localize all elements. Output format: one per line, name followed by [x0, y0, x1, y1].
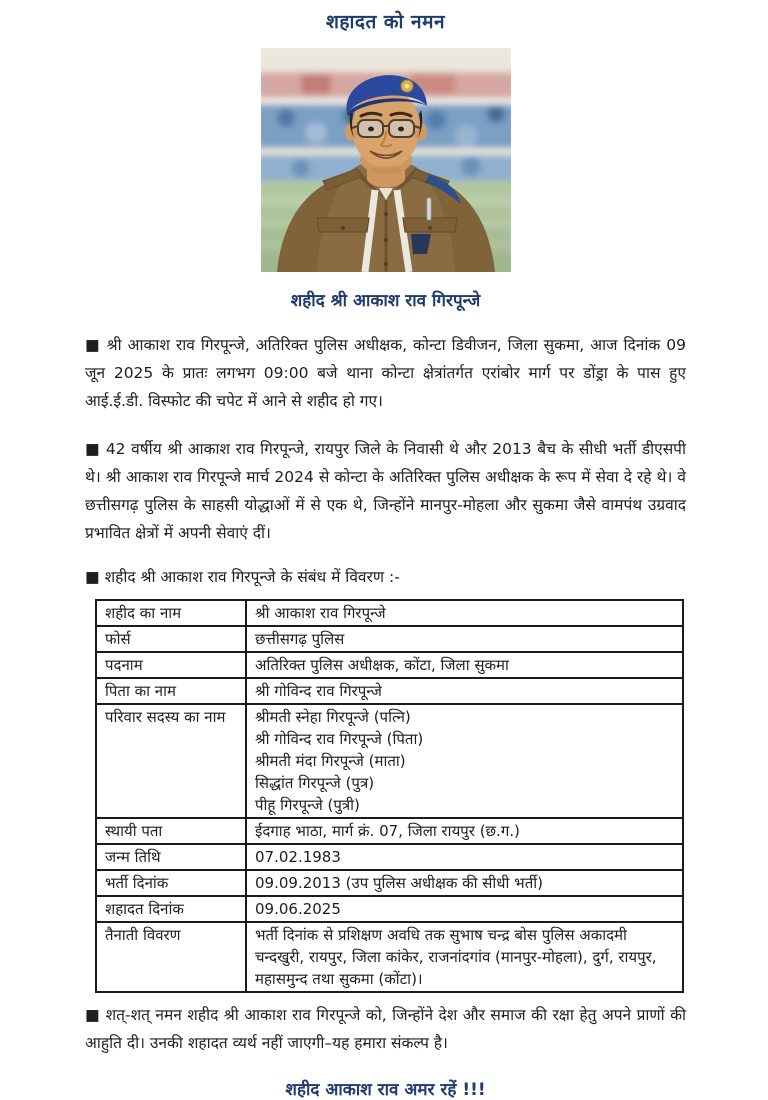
page-title: शहादत को नमन	[325, 11, 446, 33]
martyr-photo	[85, 48, 686, 272]
table-row-birth-date	[96, 844, 683, 870]
paragraph-incident: ■ श्री आकाश राव गिरपून्जे, अतिरिक्त पुलिस अधीक्षक, कोन्टा डिवीजन, जिला सुकमा, आज दिनांक 09 जून 2025 के प्रातः लगभग 09:00 बजे थाना कोन्टा क्षेत्रांतर्गत एरांबोर मार्ग पर डोंड्रा के पास हुए आई.ई.डी. विस्फोट की चपेट में आने से शहीद हो गए।	[85, 336, 686, 410]
table-row-family-members	[96, 704, 683, 818]
table-row-father-name	[96, 678, 683, 704]
table-row-martyr-name	[96, 600, 683, 626]
row-value	[246, 704, 683, 818]
table-row-posting-details	[96, 922, 683, 992]
row-value: श्री आकाश राव गिरपून्जे	[246, 600, 683, 626]
row-label: शहीद का नाम	[96, 600, 246, 626]
martyr-portrait-image	[261, 48, 511, 272]
row-value: ईदगाह भाठा, मार्ग क्रं. 07, जिला रायपुर (छ.ग.)	[246, 818, 683, 844]
table-row-recruitment-date	[96, 870, 683, 896]
row-label: शहादत दिनांक	[96, 896, 246, 922]
family-member: सिद्धांत गिरपून्जे (पुत्र)	[255, 774, 375, 792]
row-label: जन्म तिथि	[96, 844, 246, 870]
paragraph-biography: ■ 42 वर्षीय श्री आकाश राव गिरपून्जे, रायपुर जिले के निवासी थे और 2013 बैच के सीधी भर्ती डीएसपी थे। श्री आकाश राव गिरपून्जे मार्च 2024 से कोन्टा के अतिरिक्त पुलिस अधीक्षक के रूप में सेवा दे रहे थे। वे छत्तीसगढ़ पुलिस के साहसी योद्धाओं में से एक थे, जिन्होंने मानपुर-मोहला और सुकमा जैसे वामपंथ उग्रवाद प्रभावित क्षेत्रों में अपनी सेवाएं दीं।	[85, 440, 686, 542]
family-member: श्रीमती मंदा गिरपून्जे (माता)	[255, 752, 406, 770]
row-value: श्री गोविन्द राव गिरपून्जे	[246, 678, 683, 704]
photo-caption: शहीद श्री आकाश राव गिरपून्जे	[290, 291, 481, 311]
row-value: 09.06.2025	[246, 896, 683, 922]
row-label: पदनाम	[96, 652, 246, 678]
row-value: छत्तीसगढ़ पुलिस	[246, 626, 683, 652]
paragraph-tribute: ■ शत्-शत् नमन शहीद श्री आकाश राव गिरपून्जे को, जिन्होंने देश और समाज की रक्षा हेतु अपने प्राणों की आहुति दी। उनकी शहादत व्यर्थ नहीं जाएगी–यह हमारा संकल्प है।	[85, 1006, 686, 1052]
family-member: श्री गोविन्द राव गिरपून्जे (पिता)	[255, 730, 424, 748]
row-label: पिता का नाम	[96, 678, 246, 704]
section-heading-details: ■ शहीद श्री आकाश राव गिरपून्जे के संबंध में विवरण :-	[85, 568, 400, 586]
row-label: तैनाती विवरण	[96, 922, 246, 992]
row-value: 07.02.1983	[246, 844, 683, 870]
row-label: फोर्स	[96, 626, 246, 652]
table-row-force	[96, 626, 683, 652]
row-value: 09.09.2013 (उप पुलिस अधीक्षक की सीधी भर्ती)	[246, 870, 683, 896]
row-label: परिवार सदस्य का नाम	[96, 704, 246, 818]
row-value: अतिरिक्त पुलिस अधीक्षक, कोंटा, जिला सुकमा	[246, 652, 683, 678]
table-row-designation	[96, 652, 683, 678]
closing-line: शहीद आकाश राव अमर रहें !!!	[285, 1080, 486, 1100]
family-member: पीहू गिरपून्जे (पुत्री)	[255, 796, 360, 814]
table-row-martyrdom-date	[96, 896, 683, 922]
row-label: भर्ती दिनांक	[96, 870, 246, 896]
row-value: भर्ती दिनांक से प्रशिक्षण अवधि तक सुभाष चन्द्र बोस पुलिस अकादमी चन्दखुरी, रायपुर, जिला कांकेर, राजनांदगांव (मानपुर-मोहला), दुर्ग, रायपुर, महासमुन्द तथा सुकमा (कोंटा)।	[246, 922, 683, 992]
table-row-permanent-address	[96, 818, 683, 844]
details-table	[95, 599, 684, 993]
family-member: श्रीमती स्नेहा गिरपून्जे (पत्नि)	[255, 708, 411, 726]
row-label: स्थायी पता	[96, 818, 246, 844]
